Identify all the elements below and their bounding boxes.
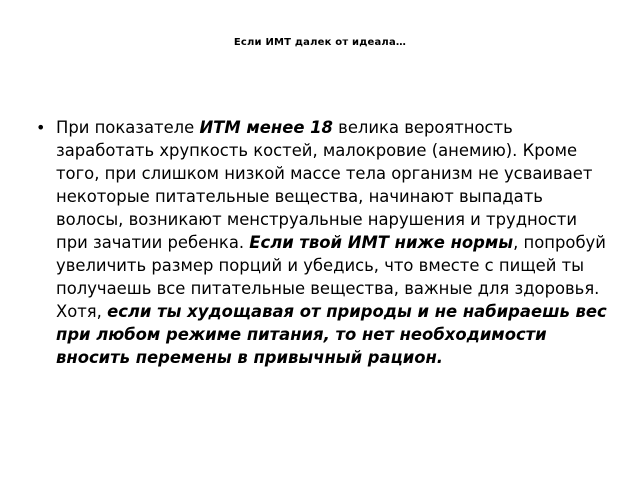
paragraph-text-1: При показателе	[56, 118, 200, 137]
emphasis-bmi-below-norm: Если твой ИМТ ниже нормы	[249, 233, 514, 252]
paragraph-text-3: , попробуй увеличить размер порций и убедись, что вместе с пищей ты получаешь все питательные вещества, важные для здоровья. Хотя,	[56, 233, 606, 321]
paragraph-text-2: велика вероятность заработать хрупкость костей, малокровие (анемию). Кроме того, при слишком низкой массе тела организм не усваивает некоторые питательные вещества, начинают выпадать волосы, возникают менструальные нарушения и трудности при зачатии ребенка.	[56, 118, 593, 252]
slide-title: Если ИМТ далек от идеала…	[233, 37, 407, 48]
bullet-icon: •	[36, 118, 46, 137]
emphasis-naturally-thin: если ты худощавая от природы и не набираешь вес при любом режиме питания, то нет необходимости вносить перемены в привычный рацион.	[56, 302, 607, 367]
bullet-item	[36, 116, 610, 369]
bullet-list	[36, 116, 610, 369]
emphasis-bmi-below-18: ИТМ менее 18	[199, 118, 333, 137]
